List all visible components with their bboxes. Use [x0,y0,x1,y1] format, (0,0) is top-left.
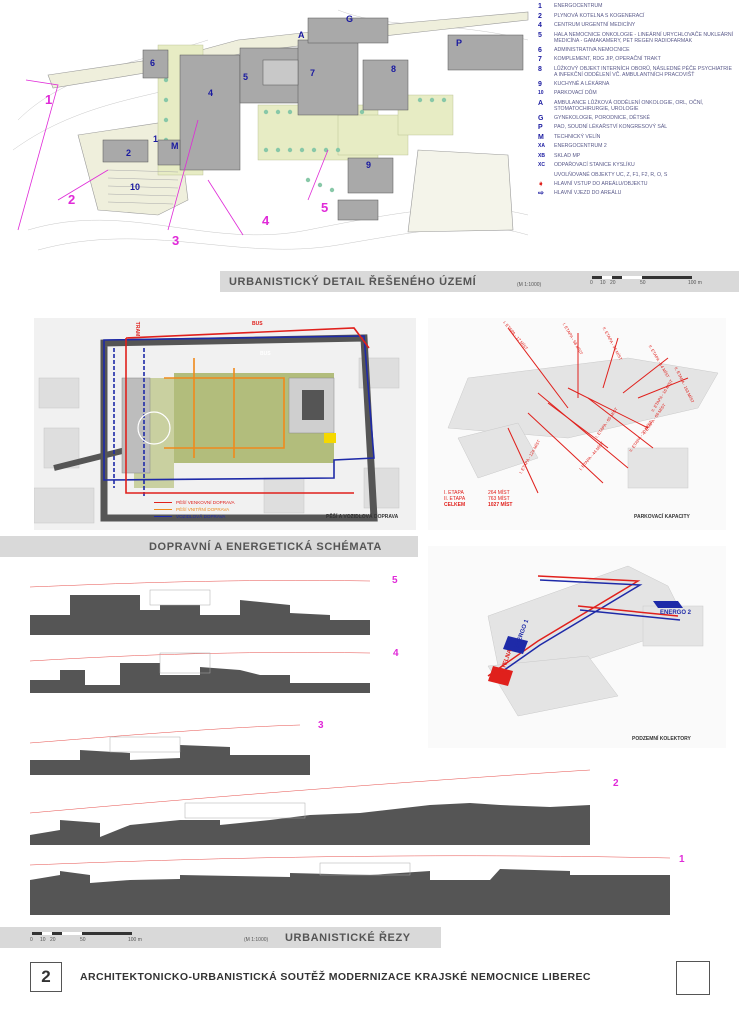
parking-summary-value: 264 MÍST [488,490,510,496]
zone-label: 4 [262,213,270,228]
legend-key: 8 [538,65,542,73]
scale-tick: 20 [50,937,56,943]
legend-label: PĚŠÍ VENKOVNÍ DOPRAVA [176,500,235,505]
sections-scale: (M 1:1000) [244,937,269,943]
building-label: P [456,38,463,48]
zone-label: 3 [172,233,180,248]
legend-row [538,3,734,10]
legend-text: PLYNOVÁ KOTELNA S KOGENERACÍ [554,12,645,19]
page-number: 2 [41,967,51,986]
parking-summary-label: I. ETAPA [444,490,464,496]
kotelna-label: KOTELNA [498,648,514,679]
parking-label: I. ETAPA - 44 MÍST [578,440,605,472]
sections-title: URBANISTICKÉ ŘEZY [285,932,411,944]
legend-text: ADMINISTRATIVA NEMOCNICE [554,46,630,53]
building-label: 1 [153,134,159,144]
legend-text: KUCHYNĚ A LÉKÁRNA [554,80,610,87]
legend-row [538,13,734,20]
legend-text: LŮŽKOVÝ OBJEKT INTERNÍCH OBORŮ, NÁSLEDNÉ PÉČE PSYCHIATRIE A INFEKČNÍ ODDĚLENÍ VČ. AMBULANTNÍCH PRACOVIŠŤ [554,65,732,78]
legend-row [538,115,734,122]
zone-label: 2 [68,192,76,207]
legend-key: 5 [538,31,542,39]
parking-caption: PARKOVACÍ KAPACITY [634,514,690,520]
parking-summary-value: 1027 MÍST [488,502,513,508]
legend-key: G [538,114,544,122]
parking-label: I. ETAPA - 66 MÍST [642,402,667,435]
legend-row [538,47,734,54]
legend-text: UVOLŇOVANÉ OBJEKTY UC, Z, F1, F2, R, O, S [554,172,668,179]
building-label: 2 [126,148,132,158]
traffic-scheme-drawing [34,318,416,530]
scale-tick: 100 m [688,280,702,286]
legend-key: ➧ [538,180,544,188]
legend-text: HALA NEMOCNICE ONKOLOGIE - LINEÁRNÍ URYCHLOVAČE NUKLEÁRNÍ MEDICÍNA - GAMAKAMERY, PET REGEN RADIOFARMAK [554,31,734,44]
scale-tick: 10 [40,937,46,943]
legend-row [538,22,734,29]
legend-key: XA [538,143,545,150]
scale-tick: 50 [640,280,646,286]
legend-key: ⇨ [538,190,544,198]
building-label: A [298,30,305,40]
parking-label: I. ETAPA - 124 MÍST [518,438,542,475]
section-number: 2 [613,778,619,789]
parking-summary-row [444,502,512,508]
parking-label: II. ETAPA - 96 MÍST [601,326,624,362]
scale-tick: 0 [590,280,593,286]
site-plan-title: URBANISTICKÝ DETAIL ŘEŠENÉHO ÚZEMÍ [229,276,477,288]
legend-row [538,134,734,141]
legend-key: 9 [538,80,542,88]
legend-text: CENTRUM URGENTNÍ MEDICÍNY [554,22,636,29]
scale-tick: 0 [30,937,33,943]
legend-row [538,90,734,97]
legend-row [538,153,734,160]
legend-item [154,514,235,519]
legend-row [538,172,734,178]
building-label: 4 [208,88,214,98]
bus-label: BUS [260,351,271,357]
parking-summary-value: 763 MÍST [488,496,510,502]
site-plan [8,0,536,268]
urban-sections [30,575,698,920]
legend-key: M [538,133,544,141]
building-label: 8 [391,64,397,74]
legend-key: 2 [538,12,542,20]
legend-text: KOMPLEMENT, RDG JIP, OPERAČNÍ TRAKT [554,56,661,63]
legend-text: TECHNICKÝ VELÍN [554,133,601,140]
legend-text: PAO, SOUDNÍ LÉKAŘSTVÍ KONGRESOVÝ SÁL [554,124,668,131]
site-plan-legend [538,3,734,200]
legend-row [538,32,734,44]
page-number-box [30,962,62,992]
energo1-label: ENERGO 1 [514,618,531,651]
legend-item [154,500,235,505]
collectors-caption: PODZEMNÍ KOLEKTORY [632,736,691,742]
legend-item [154,507,235,512]
legend-row [538,190,734,197]
building-label: 9 [366,160,372,170]
building-label: G [346,14,354,24]
legend-row [538,56,734,63]
parking-summary-label: II. ETAPA [444,496,466,502]
section-number: 5 [392,575,398,586]
traffic-scheme [34,318,416,530]
scale-tick: 20 [610,280,616,286]
schemes-title: DOPRAVNÍ A ENERGETICKÁ SCHÉMATA [149,541,382,553]
legend-row [538,162,734,169]
competition-title: ARCHITEKTONICKO-URBANISTICKÁ SOUTĚŽ MODERNIZACE KRAJSKÉ NEMOCNICE LIBEREC [80,971,591,983]
legend-key: 6 [538,46,542,54]
parking-summary [444,490,512,508]
legend-text: SKLAD MP [554,152,581,159]
parking-capacity [428,318,726,530]
parking-label: II. ETAPA - 14 MÍST [647,344,671,379]
legend-key: P [538,124,543,132]
parking-label: II. ETAPA - 163 MÍST [673,366,696,404]
traffic-legend [154,500,235,519]
building-label: 7 [310,68,316,78]
building-label: 10 [130,182,141,192]
zone-label: 5 [321,200,329,215]
legend-label: VOZIDLOVÁ DOPRAVA [176,514,226,519]
sections-drawing [30,575,698,920]
bus-label: BUS [252,321,263,327]
scale-tick: 100 m [128,937,142,943]
legend-text: ODPAŘOVACÍ STANICE KYSLÍKU [554,162,635,169]
parking-summary-label: CELKEM [444,502,466,508]
site-plan-scale: (M 1:1000) [517,282,542,288]
legend-text: ENERGOCENTRUM 2 [554,143,607,150]
legend-text: GYNEKOLOGIE, PORODNICE, DĚTSKÉ [554,114,650,121]
section-number: 4 [393,648,399,659]
legend-key: 4 [538,22,542,30]
legend-key: 1 [538,3,542,10]
building-label: 5 [243,72,249,82]
scale-tick: 10 [600,280,606,286]
energo2-label: ENERGO 2 [660,610,692,616]
legend-row [538,81,734,88]
site-plan-scale-bar [592,276,704,286]
legend-text: AMBULANCE LŮŽKOVÁ ODDĚLENÍ ONKOLOGIE, ORL, OČNÍ, STOMATOCHIRURGIE, UROLOGIE [554,99,704,112]
legend-key: XC [538,162,545,169]
legend-key [538,172,554,178]
section-number: 1 [679,854,685,865]
scale-tick: 50 [80,937,86,943]
parking-label: II. ETAPA - 20 MÍST [628,419,654,453]
legend-key: XB [538,152,545,159]
legend-row [538,181,734,188]
building-label: M [171,141,179,151]
legend-text: PARKOVACÍ DŮM [554,90,597,97]
legend-row [538,124,734,131]
legend-key: 10 [538,90,544,97]
building-label: 6 [150,58,156,68]
parking-label: I. ETAPA - 58 MÍST [561,322,584,356]
parking-label: II. ETAPA - 16 MÍST [650,378,674,413]
legend-label: PĚŠÍ VNITŘNÍ DOPRAVA [176,507,230,512]
sections-scale-bar [32,932,144,944]
zone-label: 1 [45,92,53,107]
legend-row [538,66,734,78]
section-number: 3 [318,720,324,731]
stamp-box [676,961,710,995]
legend-text: ENERGOCENTRUM [554,3,603,9]
legend-text: HLAVNÍ VJEZD DO AREÁLU [554,190,622,197]
legend-key: A [538,99,544,107]
tram-label: TRAM [134,321,141,337]
legend-row [538,143,734,150]
traffic-caption: PĚŠÍ A VOZIDLOVÁ DOPRAVA [326,514,399,520]
parking-label: I. ETAPA - 65 MÍST [594,406,619,439]
parking-label: I. ETAPA - 17 MÍST [502,320,530,351]
legend-row [538,100,734,112]
legend-key: 7 [538,56,542,64]
legend-text: HLAVNÍ VSTUP DO AREÁLU/OBJEKTU [554,180,648,187]
